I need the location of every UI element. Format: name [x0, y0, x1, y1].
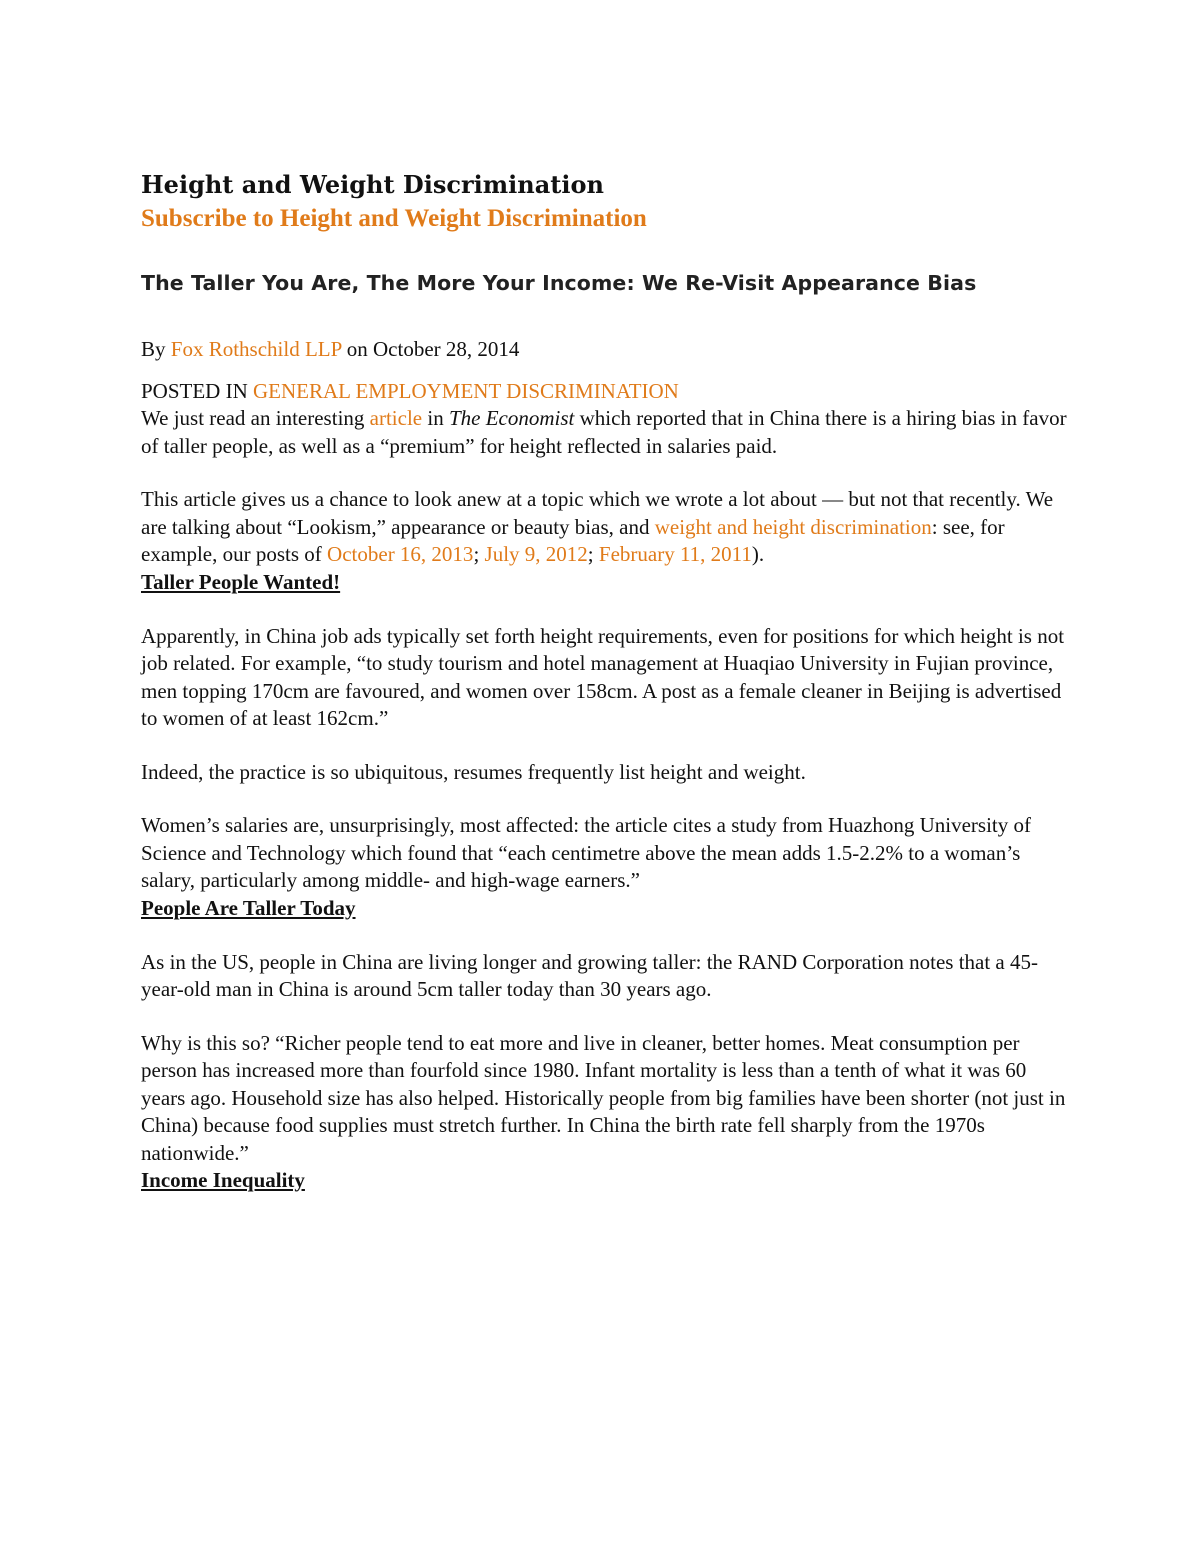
- para2-text-3: ).: [751, 542, 765, 566]
- publication-name: The Economist: [448, 406, 575, 430]
- separator-2: ;: [587, 542, 599, 566]
- category-link[interactable]: GENERAL EMPLOYMENT DISCRIMINATION: [253, 379, 679, 403]
- section2-paragraph-2: Why is this so? “Richer people tend to eat more and live in cleaner, better homes. Meat consumption per person has increased more than fourfold since 1980. Infant mortality is less than a tenth of what it was 60 years ago. Household size has also helped. Historically people from big families have been shorter (not just in China) because food supplies must stretch further. In China the birth rate fell sharply from the 1970s nationwide.”: [141, 1030, 1066, 1165]
- posted-in: [141, 378, 1071, 405]
- byline: [141, 336, 1071, 363]
- para2-text-1: This article gives us a chance to look anew at a topic which we wrote a lot about — but not that recently. We are talking about “Lookism,” appearance or beauty bias, and: [141, 487, 1054, 539]
- post-date: October 28, 2014: [373, 337, 520, 361]
- lookism-paragraph: [141, 486, 1071, 569]
- blog-title: Height and Weight Discrimination: [141, 170, 604, 199]
- post-link-2011[interactable]: February 11, 2011: [598, 542, 752, 566]
- intro-text-2: in: [422, 406, 449, 430]
- author-link[interactable]: Fox Rothschild LLP: [170, 337, 342, 361]
- section-heading-income-inequality: Income Inequality: [141, 1168, 305, 1192]
- article-link[interactable]: article: [369, 406, 423, 430]
- posted-in-prefix: POSTED IN: [141, 379, 254, 403]
- section1-paragraph-1: Apparently, in China job ads typically set forth height requirements, even for positions for which height is not job related. For example, “to study tourism and hotel management at Huaqiao University in Fujian province, men topping 170cm are favoured, and women over 158cm. A post as a female cleaner in Beijing is advertised to women of at least 162cm.”: [141, 623, 1065, 730]
- subscribe-link[interactable]: Subscribe to Height and Weight Discrimination: [141, 205, 647, 232]
- intro-paragraph: [141, 405, 1071, 460]
- document-page: [141, 168, 1071, 1194]
- intro-text-3: which reported that in China there is a hiring bias in favor of taller people, as well as a “premium” for height reflected in salaries paid.: [141, 406, 1067, 458]
- post-link-2013[interactable]: October 16, 2013: [327, 542, 474, 566]
- section1-paragraph-2: Indeed, the practice is so ubiquitous, resumes frequently list height and weight.: [141, 759, 806, 784]
- separator-1: ;: [473, 542, 485, 566]
- byline-prefix: By: [141, 337, 171, 361]
- topic-link[interactable]: weight and height discrimination: [654, 514, 932, 539]
- para2-text-2: : see, for example, our posts of: [141, 514, 1005, 566]
- intro-text-1: We just read an interesting: [141, 406, 370, 430]
- post-link-2012[interactable]: July 9, 2012: [484, 542, 588, 566]
- section-heading-taller-people: Taller People Wanted!: [141, 569, 341, 594]
- section-heading-people-taller: People Are Taller Today: [141, 895, 356, 920]
- post-title: The Taller You Are, The More Your Income: We Re-Visit Appearance Bias: [141, 271, 977, 295]
- section2-paragraph-1: As in the US, people in China are living longer and growing taller: the RAND Corporation notes that a 45-year-old man in China is around 5cm taller today than 30 years ago.: [141, 949, 1038, 1001]
- section1-paragraph-3: Women’s salaries are, unsurprisingly, most affected: the article cites a study from Huazhong University of Science and Technology which found that “each centimetre above the mean adds 1.5-2.2% to a woman’s salary, particularly among middle- and high-wage earners.”: [141, 813, 1031, 892]
- byline-middle: on: [341, 337, 374, 361]
